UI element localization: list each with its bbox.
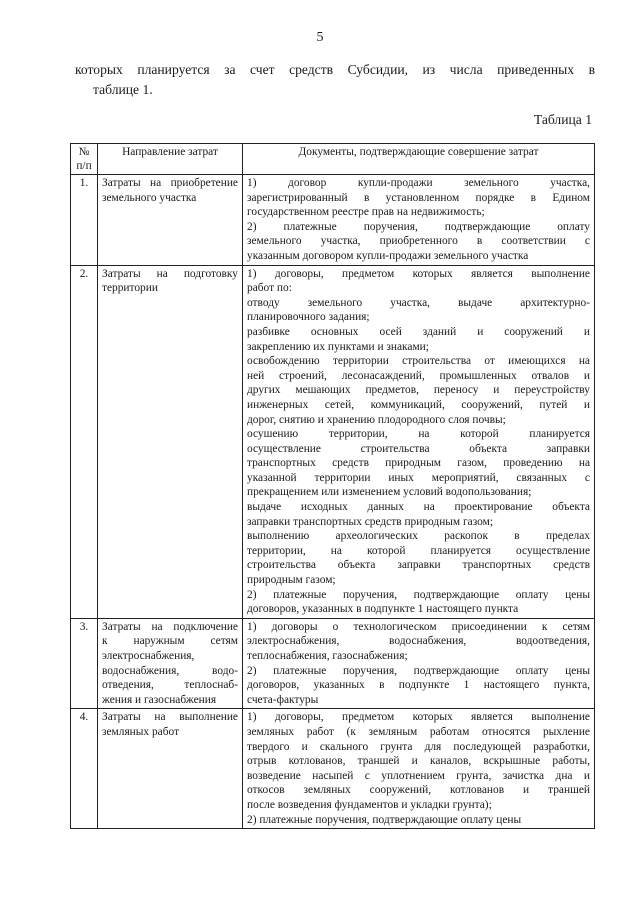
row-documents: [243, 618, 595, 709]
document-line: указанным договором купли-продажи земельного участка: [247, 249, 529, 262]
document-line: территории, на которой планируется осуществление: [247, 544, 590, 557]
document-line: инженерных сетей, коммуникаций, сооружений, путей и: [247, 398, 590, 411]
document-line: заправки транспортных средств природным газом;: [247, 515, 494, 528]
document-line: дорог, снятию и хранению плодородного слоя почвы;: [247, 413, 506, 426]
header-direction: Направление затрат: [98, 144, 243, 175]
document-line: 2) платежные поручения, подтверждающие оплату: [247, 220, 590, 233]
document-line: государственном реестре прав на недвижимость;: [247, 206, 485, 219]
document-line: электроснабжения, водоснабжения, водоотведения,: [247, 635, 590, 648]
intro-paragraph: [75, 60, 595, 100]
document-line: прекращением или изменением условий водопользования;: [247, 486, 532, 499]
direction-line: к наружным сетям: [102, 635, 238, 648]
row-direction: [98, 265, 243, 618]
table-row: [71, 618, 595, 709]
page-number: 5: [316, 30, 324, 45]
intro-line-2: таблице 1.: [93, 82, 153, 97]
table-body: [71, 175, 595, 829]
document-line: разбивке основных осей зданий и сооружений и: [247, 325, 590, 338]
document-line: твердого и скального грунта для последующей разработки,: [247, 740, 590, 753]
direction-line: Затраты на подготовку: [102, 267, 238, 280]
table-caption: Таблица 1: [533, 112, 592, 127]
direction-line: земельного участка: [102, 191, 197, 204]
document-line: 1) договоры о технологическом присоединении к сетям: [247, 620, 590, 633]
document-line: отрыв котлованов, траншей и каналов, вскрышные работы,: [247, 755, 590, 768]
document-line: земляных работ (к земляным работам относятся рыхление: [247, 725, 590, 738]
document-line: осушению территории, на которой планируется: [247, 428, 590, 441]
direction-line: земляных работ: [102, 725, 180, 738]
document-line: 1) договоры, предметом которых является выполнение: [247, 267, 590, 280]
document-line: договоров, указанных в подпункте 1 настоящего пункта,: [247, 679, 590, 692]
row-number: 4.: [71, 709, 98, 829]
intro-line-1: которых планируется за счет средств Субсидии, из числа приведенных в: [75, 62, 595, 77]
document-line: счета-фактуры: [247, 693, 319, 706]
direction-line: Затраты на выполнение: [102, 711, 238, 724]
document-line: закреплению их пунктами и знаками;: [247, 340, 429, 353]
document-line: откосов земляных сооружений, котлованов и траншей: [247, 784, 590, 797]
document-line: природным газом;: [247, 574, 336, 587]
document-line: договоров, указанных в подпункте 1 настоящего пункта: [247, 603, 519, 616]
document-line: выполнению археологических раскопок в пределах: [247, 530, 590, 543]
row-documents: [243, 265, 595, 618]
document-line: возведение насыпей с уплотнением грунта, зачистка дна и: [247, 769, 590, 782]
document-line: зарегистрированный в установленном порядке в Едином: [247, 191, 590, 204]
document-line: отводу земельного участка, выдаче архитектурно-: [247, 296, 590, 309]
document-line: выдаче исходных данных на проектирование объекта: [247, 501, 590, 514]
document-line: ней строений, лесонасаждений, промышленных отвалов и: [247, 369, 590, 382]
header-number-line-1: №: [78, 146, 90, 158]
document-line: земельного участка, приобретенного в соответствии с: [247, 235, 590, 248]
document-line: строительства объекта заправки транспортных средств: [247, 559, 590, 572]
row-direction: [98, 175, 243, 266]
document-line: 2) платежные поручения, подтверждающие оплату цены: [247, 664, 590, 677]
direction-line: Затраты на приобретение: [102, 177, 238, 189]
header-number-line-2: п/п: [76, 160, 92, 172]
document-line: транспортных средств природным газом, проведению на: [247, 457, 590, 470]
header-documents: Документы, подтверждающие совершение затрат: [243, 144, 595, 175]
document-line: планировочного задания;: [247, 311, 370, 324]
row-number: 1.: [71, 175, 98, 266]
table-row: [71, 709, 595, 829]
direction-line: жения и газоснабжения: [102, 693, 217, 706]
row-documents: [243, 175, 595, 266]
expense-documents-table: [70, 143, 595, 829]
direction-line: территории: [102, 282, 158, 295]
direction-line: электроснабжения,: [102, 650, 195, 662]
table-header-row: [71, 144, 595, 175]
document-line: других мешающих предметов, переносу и переустройству: [247, 384, 590, 397]
row-number: 2.: [71, 265, 98, 618]
document-line: 2) платежные поручения, подтверждающие оплату цены: [247, 813, 522, 826]
row-number: 3.: [71, 618, 98, 709]
direction-line: отведения, теплоснаб-: [102, 679, 238, 692]
table-row: [71, 265, 595, 618]
document-line: осуществление строительства объекта заправки: [247, 442, 590, 455]
row-documents: [243, 709, 595, 829]
document-line: после возведения фундаментов и укладки грунта);: [247, 798, 492, 811]
document-line: указанной территории иных мероприятий, связанных с: [247, 471, 590, 484]
table-row: [71, 175, 595, 266]
document-line: теплоснабжения, газоснабжения;: [247, 650, 408, 662]
document-line: освобождению территории строительства от имеющихся на: [247, 355, 590, 368]
document-line: 2) платежные поручения, подтверждающие оплату цены: [247, 588, 590, 601]
document-line: работ по:: [247, 282, 292, 295]
direction-line: Затраты на подключение: [102, 620, 238, 633]
document-line: 1) договоры, предметом которых является выполнение: [247, 711, 590, 724]
direction-line: водоснабжения, водо-: [102, 664, 238, 677]
header-number: [71, 144, 98, 175]
document-line: 1) договор купли-продажи земельного участка,: [247, 177, 590, 189]
row-direction: [98, 709, 243, 829]
row-direction: [98, 618, 243, 709]
